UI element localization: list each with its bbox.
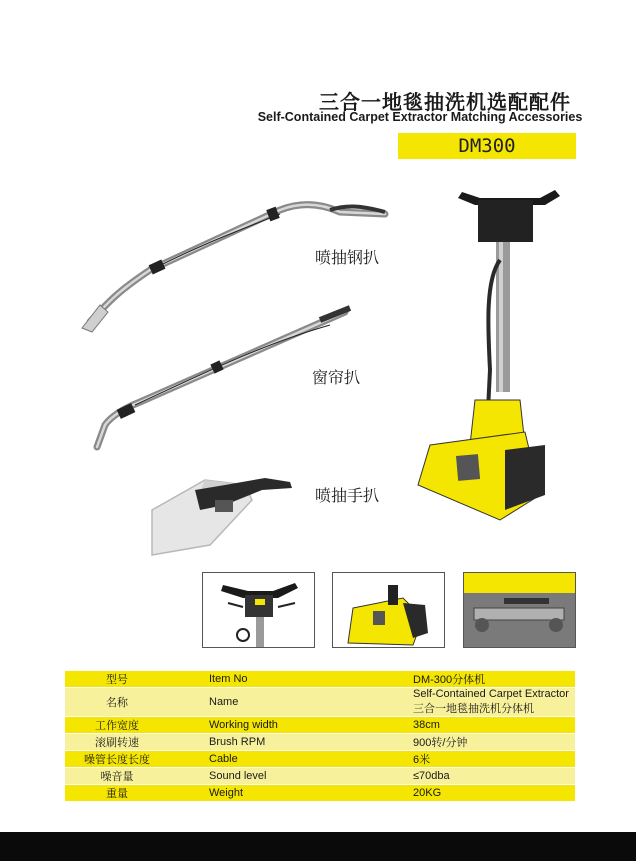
footer-bar <box>0 832 636 861</box>
spec-label-cn: 工作宽度 <box>65 717 169 734</box>
accessory-label-curtain-wand: 窗帘扒 <box>312 368 361 387</box>
spec-label-cn: 噪管长度长度 <box>65 751 169 768</box>
spec-value: 6米 <box>383 751 575 768</box>
spec-value: ≤70dba <box>383 768 575 785</box>
spec-value-line: 三合一地毯抽洗机分体机 <box>413 703 534 715</box>
spec-table <box>65 671 575 802</box>
spec-label-cn: 重量 <box>65 785 169 802</box>
accessory-label-spray-hand-tool: 喷抽手扒 <box>315 486 380 505</box>
page-title-en: Self-Contained Carpet Extractor Matching Accessories <box>257 110 583 124</box>
accessory-label-spray-steel-wand: 喷抽钢扒 <box>315 248 380 267</box>
page-title-cn: 三合一地毯抽洗机选配配件 <box>319 90 571 114</box>
table-row <box>65 768 575 785</box>
spec-label-cn: 噪音量 <box>65 768 169 785</box>
table-row <box>65 785 575 802</box>
spec-value: 900转/分钟 <box>383 734 575 751</box>
table-row <box>65 734 575 751</box>
spec-label-en: Brush RPM <box>169 734 383 751</box>
table-row <box>65 751 575 768</box>
spec-label-cn: 滚刷转速 <box>65 734 169 751</box>
table-row <box>65 671 575 688</box>
table-row <box>65 717 575 734</box>
table-row <box>65 688 575 717</box>
spec-label-cn: 名称 <box>65 688 169 717</box>
spec-label-en: Sound level <box>169 768 383 785</box>
spec-value: DM-300分体机 <box>383 671 575 688</box>
spec-value-line: Self-Contained Carpet Extractor <box>413 688 569 700</box>
spec-value <box>383 688 575 717</box>
detail-photo-handle <box>202 572 315 648</box>
model-badge: DM300 <box>398 133 576 159</box>
spec-label-cn: 型号 <box>65 671 169 688</box>
spec-value: 38cm <box>383 717 575 734</box>
detail-photo-brush <box>463 572 576 648</box>
spec-label-en: Item No <box>169 671 383 688</box>
spec-label-en: Weight <box>169 785 383 802</box>
carpet-extractor-machine-image <box>418 190 560 520</box>
detail-photo-base <box>332 572 445 648</box>
spec-label-en: Working width <box>169 717 383 734</box>
spec-label-en: Cable <box>169 751 383 768</box>
spec-value: 20KG <box>383 785 575 802</box>
spec-label-en: Name <box>169 688 383 717</box>
spray-hand-tool-image <box>152 478 292 555</box>
